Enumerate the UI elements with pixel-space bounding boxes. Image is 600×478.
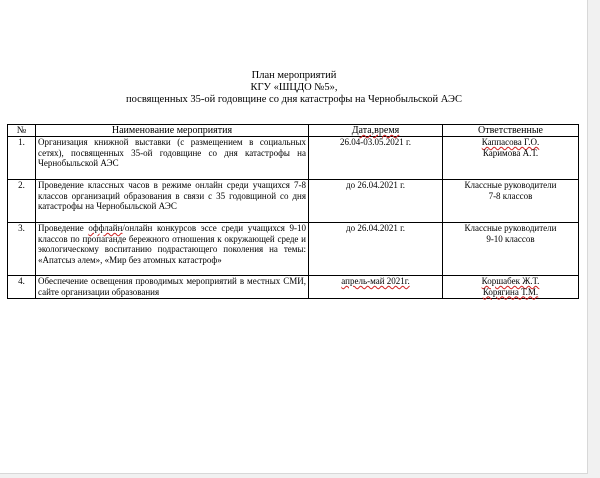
document-heading (0, 70, 588, 106)
event-name-flagged-word: оффлайн (88, 223, 123, 233)
col-header-number: № (8, 125, 36, 137)
table-row (8, 223, 579, 276)
table-row (8, 137, 579, 180)
row-event-name: Проведение классных часов в режиме онлайн среди учащихся 7-8 классов организаций образования в связи с 35 годовщиной со дня катастрофы на Чернобыльской АЭС (36, 180, 309, 223)
row-responsible (443, 180, 579, 223)
row-date: до 26.04.2021 г. (309, 180, 443, 223)
table-row (8, 276, 579, 299)
responsible-person: Классные руководители (464, 223, 557, 233)
row-number: 1. (8, 137, 36, 180)
col-header-date-text: Дата,время (351, 125, 400, 136)
responsible-person: Каримова А.Т. (482, 147, 539, 158)
col-header-date (309, 125, 443, 137)
row-date (309, 276, 443, 299)
responsible-person: Классные руководители (464, 180, 557, 190)
col-header-responsible: Ответственные (443, 125, 579, 137)
responsible-person: Коршабек Ж.Т. (481, 276, 540, 286)
row-event-name: Организация книжной выставки (с размещением в социальных сетях), посвященных 35-ой годовщине со дня катастрофы на Чернобыльской АЭС (36, 137, 309, 180)
responsible-person: Корягина Т.М. (482, 286, 539, 297)
row-date-text: апрель-май 2021г. (341, 276, 410, 286)
row-responsible (443, 137, 579, 180)
table-row (8, 180, 579, 223)
responsible-person: 7-8 классов (488, 190, 533, 201)
table-header-row (8, 125, 579, 137)
responsible-person: Каппасова Г.О. (481, 137, 540, 147)
heading-line-1: План мероприятий (251, 70, 337, 81)
event-name-part: Проведение (38, 223, 89, 233)
responsible-person: 9-10 классов (486, 233, 535, 244)
heading-line-2: КГУ «ШЦДО №5», (250, 82, 338, 93)
row-number: 2. (8, 180, 36, 223)
row-number: 4. (8, 276, 36, 299)
event-name-part: /онлайн конкурсов эссе среди учащихся 9-10 классов по пропаганде бережного отношения к окружающей среде и экологическому воспитанию подрастающего поколения на темы: «Апатсыз әлем», «Мир без атомных катастроф» (38, 223, 306, 265)
row-number: 3. (8, 223, 36, 276)
heading-line-3: посвященных 35-ой годовщине со дня катастрофы на Чернобыльской АЭС (126, 94, 462, 105)
row-responsible (443, 276, 579, 299)
events-table (7, 124, 579, 299)
row-responsible (443, 223, 579, 276)
row-date: 26.04-03.05.2021 г. (309, 137, 443, 180)
row-date: до 26.04.2021 г. (309, 223, 443, 276)
row-event-name (36, 223, 309, 276)
row-event-name: Обеспечение освещения проводимых мероприятий в местных СМИ, сайте организации образования (36, 276, 309, 299)
col-header-event-name: Наименование мероприятия (36, 125, 309, 137)
